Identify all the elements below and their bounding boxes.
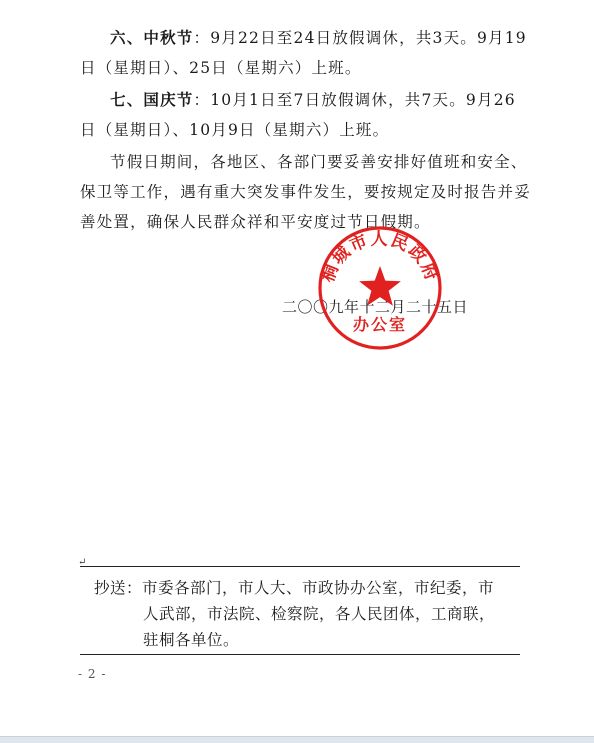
para-six-colon: ： — [193, 29, 211, 47]
official-seal — [310, 222, 450, 354]
cc-top-rule — [80, 566, 520, 567]
window-bottom-scrollbar[interactable] — [0, 736, 594, 743]
para-six-heading: 六、中秋节 — [110, 29, 194, 47]
paragraph-return-mark: ↵ — [78, 557, 87, 568]
cc-line1 — [94, 575, 495, 601]
notice-line1: 节假日期间，各地区、各部门要妥善安排好值班和安全、 — [110, 153, 528, 171]
cc-line3: 驻桐各单位。 — [143, 631, 240, 649]
cc-line2: 人武部，市法院、检察院，各人民团体，工商联， — [143, 605, 496, 623]
para-seven-text: 10月1日至7日放假调休，共7天。9月26 — [210, 91, 516, 109]
cc-line1-text: 市委各部门，市人大、市政协办公室，市纪委，市 — [142, 579, 495, 597]
cc-block — [94, 575, 495, 653]
cc-bottom-rule — [80, 654, 520, 655]
para-six-text: 9月22日至24日放假调休，共3天。9月19 — [210, 29, 527, 47]
para-seven-colon: ： — [193, 91, 211, 109]
para-six-line2: 日（星期日）、25日（星期六）上班。 — [80, 59, 362, 77]
seal-star-icon — [359, 266, 401, 306]
notice-line2: 保卫等工作，遇有重大突发事件发生，要按规定及时报告并妥 — [80, 183, 531, 201]
cc-label: 抄送： — [94, 579, 143, 597]
para-seven-heading: 七、国庆节 — [110, 91, 194, 109]
para-seven-line2: 日（星期日）、10月9日（星期六）上班。 — [80, 121, 390, 139]
notice-line3: 善处置，确保人民群众祥和平安度过节日假期。 — [80, 213, 431, 231]
issue-date: 二〇〇九年十二月二十五日 — [282, 298, 469, 316]
seal-top-text: 桐城市人民政府 — [317, 229, 443, 286]
para-seven-line1 — [110, 87, 516, 113]
page-number: - 2 - — [78, 667, 107, 681]
seal-bottom-text: 办公室 — [352, 315, 408, 334]
para-six-line1 — [110, 25, 527, 51]
